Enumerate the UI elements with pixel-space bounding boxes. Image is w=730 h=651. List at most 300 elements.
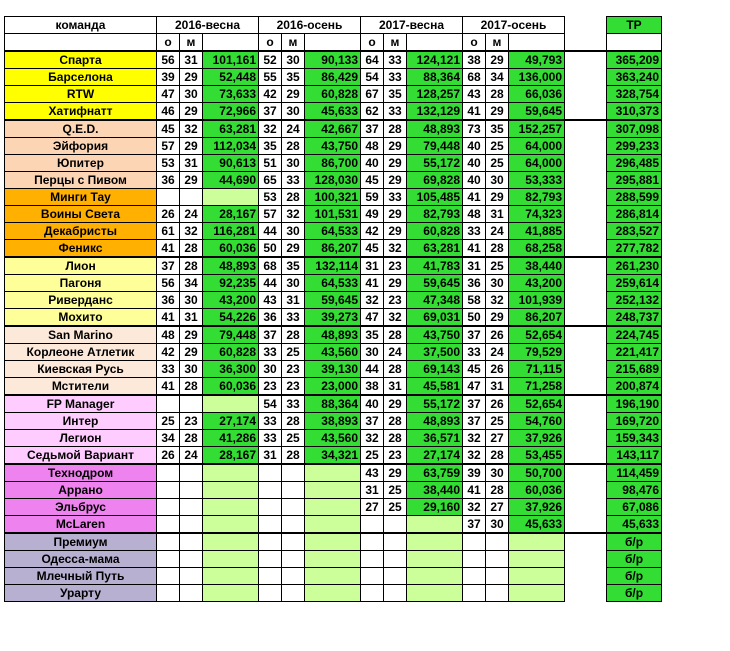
games-o: 41: [463, 189, 486, 206]
games-o: 41: [463, 240, 486, 258]
season-score: 37,926: [509, 430, 565, 447]
games-o: 32: [259, 120, 282, 138]
season-score: 136,000: [509, 69, 565, 86]
games-m: [282, 499, 305, 516]
games-m: 25: [486, 155, 509, 172]
tr-value: 310,373: [607, 103, 662, 121]
season-header: 2016-осень: [259, 17, 361, 34]
games-m: 23: [384, 292, 407, 309]
team-row: [5, 482, 662, 499]
team-name: Q.E.D.: [5, 120, 157, 138]
season-score: 79,448: [407, 138, 463, 155]
games-o: 32: [361, 430, 384, 447]
subheader-row: [5, 34, 662, 52]
games-m: 31: [180, 51, 203, 69]
games-o: 25: [361, 447, 384, 465]
team-name: Седьмой Вариант: [5, 447, 157, 465]
season-score: 71,115: [509, 361, 565, 378]
games-o: 53: [157, 155, 180, 172]
gap-cell: [565, 585, 607, 602]
blank-cell: [607, 34, 662, 52]
season-score: 59,645: [407, 275, 463, 292]
games-m: 33: [384, 69, 407, 86]
season-score: [305, 533, 361, 551]
games-m: 32: [180, 223, 203, 240]
season-score: [509, 585, 565, 602]
games-o: 42: [361, 223, 384, 240]
games-o: 37: [259, 326, 282, 344]
games-o: 37: [463, 516, 486, 534]
games-m: [384, 551, 407, 568]
games-o: [259, 464, 282, 482]
season-score: 68,258: [509, 240, 565, 258]
games-m: 31: [180, 309, 203, 327]
games-o: 23: [259, 378, 282, 396]
games-m: 30: [282, 103, 305, 121]
team-row: [5, 275, 662, 292]
games-o: 31: [361, 482, 384, 499]
tr-value: 288,599: [607, 189, 662, 206]
season-score: 71,258: [509, 378, 565, 396]
games-m: 29: [180, 103, 203, 121]
games-o: [361, 533, 384, 551]
games-m: [282, 568, 305, 585]
games-o: 33: [463, 223, 486, 240]
season-score: 39,130: [305, 361, 361, 378]
gap-cell: [565, 326, 607, 344]
games-m: 33: [384, 51, 407, 69]
games-o: 39: [463, 464, 486, 482]
games-m: [384, 568, 407, 585]
games-m: [486, 533, 509, 551]
tr-value: 248,737: [607, 309, 662, 327]
team-header: команда: [5, 17, 157, 34]
games-m: [282, 464, 305, 482]
games-o: 41: [463, 482, 486, 499]
gap-cell: [565, 516, 607, 534]
m-header: м: [282, 34, 305, 52]
team-row: [5, 103, 662, 121]
season-score: 101,161: [203, 51, 259, 69]
team-name: Спарта: [5, 51, 157, 69]
season-score: 38,440: [407, 482, 463, 499]
games-o: 56: [157, 275, 180, 292]
team-name: Перцы с Пивом: [5, 172, 157, 189]
games-m: 30: [486, 464, 509, 482]
games-m: 28: [486, 447, 509, 465]
team-name: Юпитер: [5, 155, 157, 172]
games-o: 33: [157, 361, 180, 378]
season-score: 64,000: [509, 138, 565, 155]
games-m: 30: [282, 51, 305, 69]
games-m: 29: [384, 138, 407, 155]
games-o: [157, 516, 180, 534]
tr-value: 259,614: [607, 275, 662, 292]
games-m: 26: [486, 361, 509, 378]
games-o: 44: [259, 223, 282, 240]
games-o: [157, 585, 180, 602]
season-score: 52,654: [509, 326, 565, 344]
games-m: [282, 551, 305, 568]
gap-cell: [565, 378, 607, 396]
games-m: 23: [180, 413, 203, 430]
games-m: [282, 516, 305, 534]
team-name: Корлеоне Атлетик: [5, 344, 157, 361]
games-o: 45: [361, 240, 384, 258]
games-o: 45: [361, 172, 384, 189]
games-m: 33: [282, 309, 305, 327]
team-row: [5, 413, 662, 430]
team-name: San Marino: [5, 326, 157, 344]
games-o: 40: [361, 395, 384, 413]
season-score: [509, 551, 565, 568]
games-o: 33: [463, 344, 486, 361]
team-name: Мстители: [5, 378, 157, 396]
games-o: 39: [157, 69, 180, 86]
season-score: 128,030: [305, 172, 361, 189]
season-score: 66,036: [509, 86, 565, 103]
games-m: 28: [486, 482, 509, 499]
tr-header: ТР: [607, 17, 662, 34]
team-name: McLaren: [5, 516, 157, 534]
tr-value: 328,754: [607, 86, 662, 103]
games-o: 43: [463, 86, 486, 103]
games-o: 45: [157, 120, 180, 138]
games-m: 25: [384, 499, 407, 516]
games-o: 35: [361, 326, 384, 344]
games-o: 44: [259, 275, 282, 292]
standings-table: [4, 16, 662, 602]
team-name: Премиум: [5, 533, 157, 551]
games-m: 30: [282, 155, 305, 172]
games-o: 41: [361, 275, 384, 292]
games-m: 32: [384, 309, 407, 327]
season-score: 43,750: [407, 326, 463, 344]
games-m: 25: [486, 257, 509, 275]
gap-cell: [565, 189, 607, 206]
season-score: [203, 551, 259, 568]
games-m: 30: [486, 275, 509, 292]
gap-cell: [565, 499, 607, 516]
season-score: [203, 568, 259, 585]
season-score: [305, 464, 361, 482]
games-o: 41: [157, 378, 180, 396]
season-score: 41,286: [203, 430, 259, 447]
tr-value: 299,233: [607, 138, 662, 155]
games-m: 28: [384, 361, 407, 378]
season-score: 82,793: [407, 206, 463, 223]
games-o: 37: [259, 103, 282, 121]
season-score: 116,281: [203, 223, 259, 240]
games-m: 30: [486, 172, 509, 189]
games-m: 33: [282, 172, 305, 189]
team-name: RTW: [5, 86, 157, 103]
season-score: [407, 516, 463, 534]
gap-cell: [565, 223, 607, 240]
games-o: 25: [157, 413, 180, 430]
games-o: 42: [157, 344, 180, 361]
gap-cell: [565, 482, 607, 499]
tr-value: 283,527: [607, 223, 662, 240]
tr-value: 307,098: [607, 120, 662, 138]
games-o: [157, 189, 180, 206]
games-o: 27: [361, 499, 384, 516]
games-m: 28: [282, 413, 305, 430]
games-m: 29: [180, 344, 203, 361]
games-m: [282, 585, 305, 602]
season-score: 60,036: [203, 378, 259, 396]
games-o: 41: [463, 103, 486, 121]
games-m: 30: [282, 275, 305, 292]
games-o: 36: [463, 275, 486, 292]
season-score: [305, 551, 361, 568]
gap-cell: [565, 533, 607, 551]
games-m: 29: [384, 155, 407, 172]
games-m: 29: [384, 223, 407, 240]
games-o: 57: [259, 206, 282, 223]
games-m: 25: [384, 482, 407, 499]
tr-value: 67,086: [607, 499, 662, 516]
season-score: [203, 533, 259, 551]
season-score: 53,455: [509, 447, 565, 465]
team-row: [5, 430, 662, 447]
games-o: [361, 568, 384, 585]
season-score: 48,893: [407, 120, 463, 138]
season-score: 45,633: [305, 103, 361, 121]
season-score: 82,793: [509, 189, 565, 206]
games-o: 37: [463, 326, 486, 344]
gap-cell: [565, 240, 607, 258]
games-m: [180, 568, 203, 585]
games-m: 31: [282, 292, 305, 309]
season-score: [203, 464, 259, 482]
gap-cell: [565, 430, 607, 447]
season-score: 86,429: [305, 69, 361, 86]
games-o: 40: [463, 172, 486, 189]
team-name: Одесса-мама: [5, 551, 157, 568]
games-m: [180, 551, 203, 568]
tr-value: 221,417: [607, 344, 662, 361]
games-o: 33: [259, 344, 282, 361]
team-name: Минги Тау: [5, 189, 157, 206]
season-score: 72,966: [203, 103, 259, 121]
games-o: 53: [259, 189, 282, 206]
season-score: 88,364: [407, 69, 463, 86]
season-score: 86,700: [305, 155, 361, 172]
tr-value: 169,720: [607, 413, 662, 430]
gap-cell: [565, 447, 607, 465]
blank-cell: [5, 34, 157, 52]
team-row: [5, 223, 662, 240]
games-o: 64: [361, 51, 384, 69]
games-m: 25: [486, 413, 509, 430]
games-o: 32: [463, 430, 486, 447]
team-row: [5, 568, 662, 585]
games-o: 36: [259, 309, 282, 327]
games-m: [486, 568, 509, 585]
games-m: 26: [486, 395, 509, 413]
games-o: 41: [157, 309, 180, 327]
team-name: Декабристы: [5, 223, 157, 240]
tr-value: 196,190: [607, 395, 662, 413]
team-name: Мохито: [5, 309, 157, 327]
games-o: 61: [157, 223, 180, 240]
games-m: 30: [180, 361, 203, 378]
games-m: 26: [486, 326, 509, 344]
season-header: 2017-весна: [361, 17, 463, 34]
tr-value: 114,459: [607, 464, 662, 482]
o-header: о: [463, 34, 486, 52]
season-score: 60,036: [509, 482, 565, 499]
season-score: 105,485: [407, 189, 463, 206]
tr-value: 45,633: [607, 516, 662, 534]
tr-value: 277,782: [607, 240, 662, 258]
games-o: [157, 568, 180, 585]
games-o: 37: [463, 413, 486, 430]
tr-value: 200,874: [607, 378, 662, 396]
team-row: [5, 69, 662, 86]
games-m: 29: [384, 275, 407, 292]
games-m: 29: [486, 309, 509, 327]
tr-value: б/р: [607, 568, 662, 585]
season-score: 86,207: [509, 309, 565, 327]
team-row: [5, 344, 662, 361]
games-o: [463, 585, 486, 602]
season-score: 63,759: [407, 464, 463, 482]
season-score: [407, 533, 463, 551]
season-score: 28,167: [203, 447, 259, 465]
games-o: 40: [463, 138, 486, 155]
season-score: 60,828: [407, 223, 463, 240]
gap-cell: [565, 34, 607, 52]
gap-cell: [565, 292, 607, 309]
season-score: 48,893: [407, 413, 463, 430]
season-score: 50,700: [509, 464, 565, 482]
games-o: 37: [157, 257, 180, 275]
games-o: [157, 464, 180, 482]
games-m: [282, 482, 305, 499]
season-score: 64,000: [509, 155, 565, 172]
tr-value: 224,745: [607, 326, 662, 344]
standings-sheet: [4, 16, 662, 602]
m-header: м: [384, 34, 407, 52]
games-o: 33: [259, 413, 282, 430]
season-score: [305, 516, 361, 534]
season-score: 54,760: [509, 413, 565, 430]
team-row: [5, 533, 662, 551]
games-o: 58: [463, 292, 486, 309]
games-m: 29: [384, 206, 407, 223]
season-header: 2016-весна: [157, 17, 259, 34]
games-o: [361, 585, 384, 602]
season-score: 64,533: [305, 223, 361, 240]
games-o: 36: [157, 292, 180, 309]
games-m: [180, 395, 203, 413]
season-score: 43,560: [305, 344, 361, 361]
season-score: 52,654: [509, 395, 565, 413]
games-m: 29: [282, 86, 305, 103]
team-row: [5, 257, 662, 275]
games-m: 28: [384, 120, 407, 138]
games-o: 65: [259, 172, 282, 189]
games-o: 48: [463, 206, 486, 223]
games-m: 28: [180, 378, 203, 396]
blank-cell: [509, 34, 565, 52]
games-m: [384, 516, 407, 534]
season-score: 55,172: [407, 155, 463, 172]
gap-cell: [565, 69, 607, 86]
games-o: [157, 395, 180, 413]
games-o: 34: [157, 430, 180, 447]
games-m: [180, 189, 203, 206]
season-score: 49,793: [509, 51, 565, 69]
season-score: [203, 189, 259, 206]
games-m: 28: [282, 138, 305, 155]
season-score: [203, 516, 259, 534]
season-score: 90,613: [203, 155, 259, 172]
tr-value: б/р: [607, 533, 662, 551]
season-score: 48,893: [203, 257, 259, 275]
season-score: 44,690: [203, 172, 259, 189]
games-m: 29: [282, 240, 305, 258]
team-name: Интер: [5, 413, 157, 430]
team-name: Риверданс: [5, 292, 157, 309]
team-row: [5, 395, 662, 413]
games-m: 24: [384, 344, 407, 361]
games-o: 51: [259, 155, 282, 172]
games-o: 62: [361, 103, 384, 121]
tr-value: 261,230: [607, 257, 662, 275]
games-o: 50: [259, 240, 282, 258]
season-score: 69,031: [407, 309, 463, 327]
season-score: [407, 568, 463, 585]
season-score: 74,323: [509, 206, 565, 223]
season-score: 101,531: [305, 206, 361, 223]
tr-value: б/р: [607, 551, 662, 568]
games-m: 23: [282, 378, 305, 396]
games-o: 42: [259, 86, 282, 103]
games-m: 29: [384, 464, 407, 482]
team-name: Лион: [5, 257, 157, 275]
o-header: о: [361, 34, 384, 52]
games-m: 33: [384, 189, 407, 206]
games-o: 57: [157, 138, 180, 155]
games-o: 40: [361, 155, 384, 172]
games-o: 46: [157, 103, 180, 121]
season-score: [203, 585, 259, 602]
team-name: Пагоня: [5, 275, 157, 292]
games-o: 54: [259, 395, 282, 413]
season-score: [509, 568, 565, 585]
games-o: [259, 516, 282, 534]
games-m: [180, 464, 203, 482]
team-row: [5, 172, 662, 189]
games-o: 40: [463, 155, 486, 172]
tr-value: 143,117: [607, 447, 662, 465]
games-m: 35: [282, 257, 305, 275]
games-m: 32: [486, 292, 509, 309]
games-o: 30: [361, 344, 384, 361]
team-name: Млечный Путь: [5, 568, 157, 585]
games-m: 33: [282, 395, 305, 413]
season-score: 60,036: [203, 240, 259, 258]
games-o: 44: [361, 361, 384, 378]
gap-cell: [565, 275, 607, 292]
tr-value: 215,689: [607, 361, 662, 378]
games-m: 31: [180, 155, 203, 172]
games-m: 35: [282, 69, 305, 86]
team-name: Аррано: [5, 482, 157, 499]
